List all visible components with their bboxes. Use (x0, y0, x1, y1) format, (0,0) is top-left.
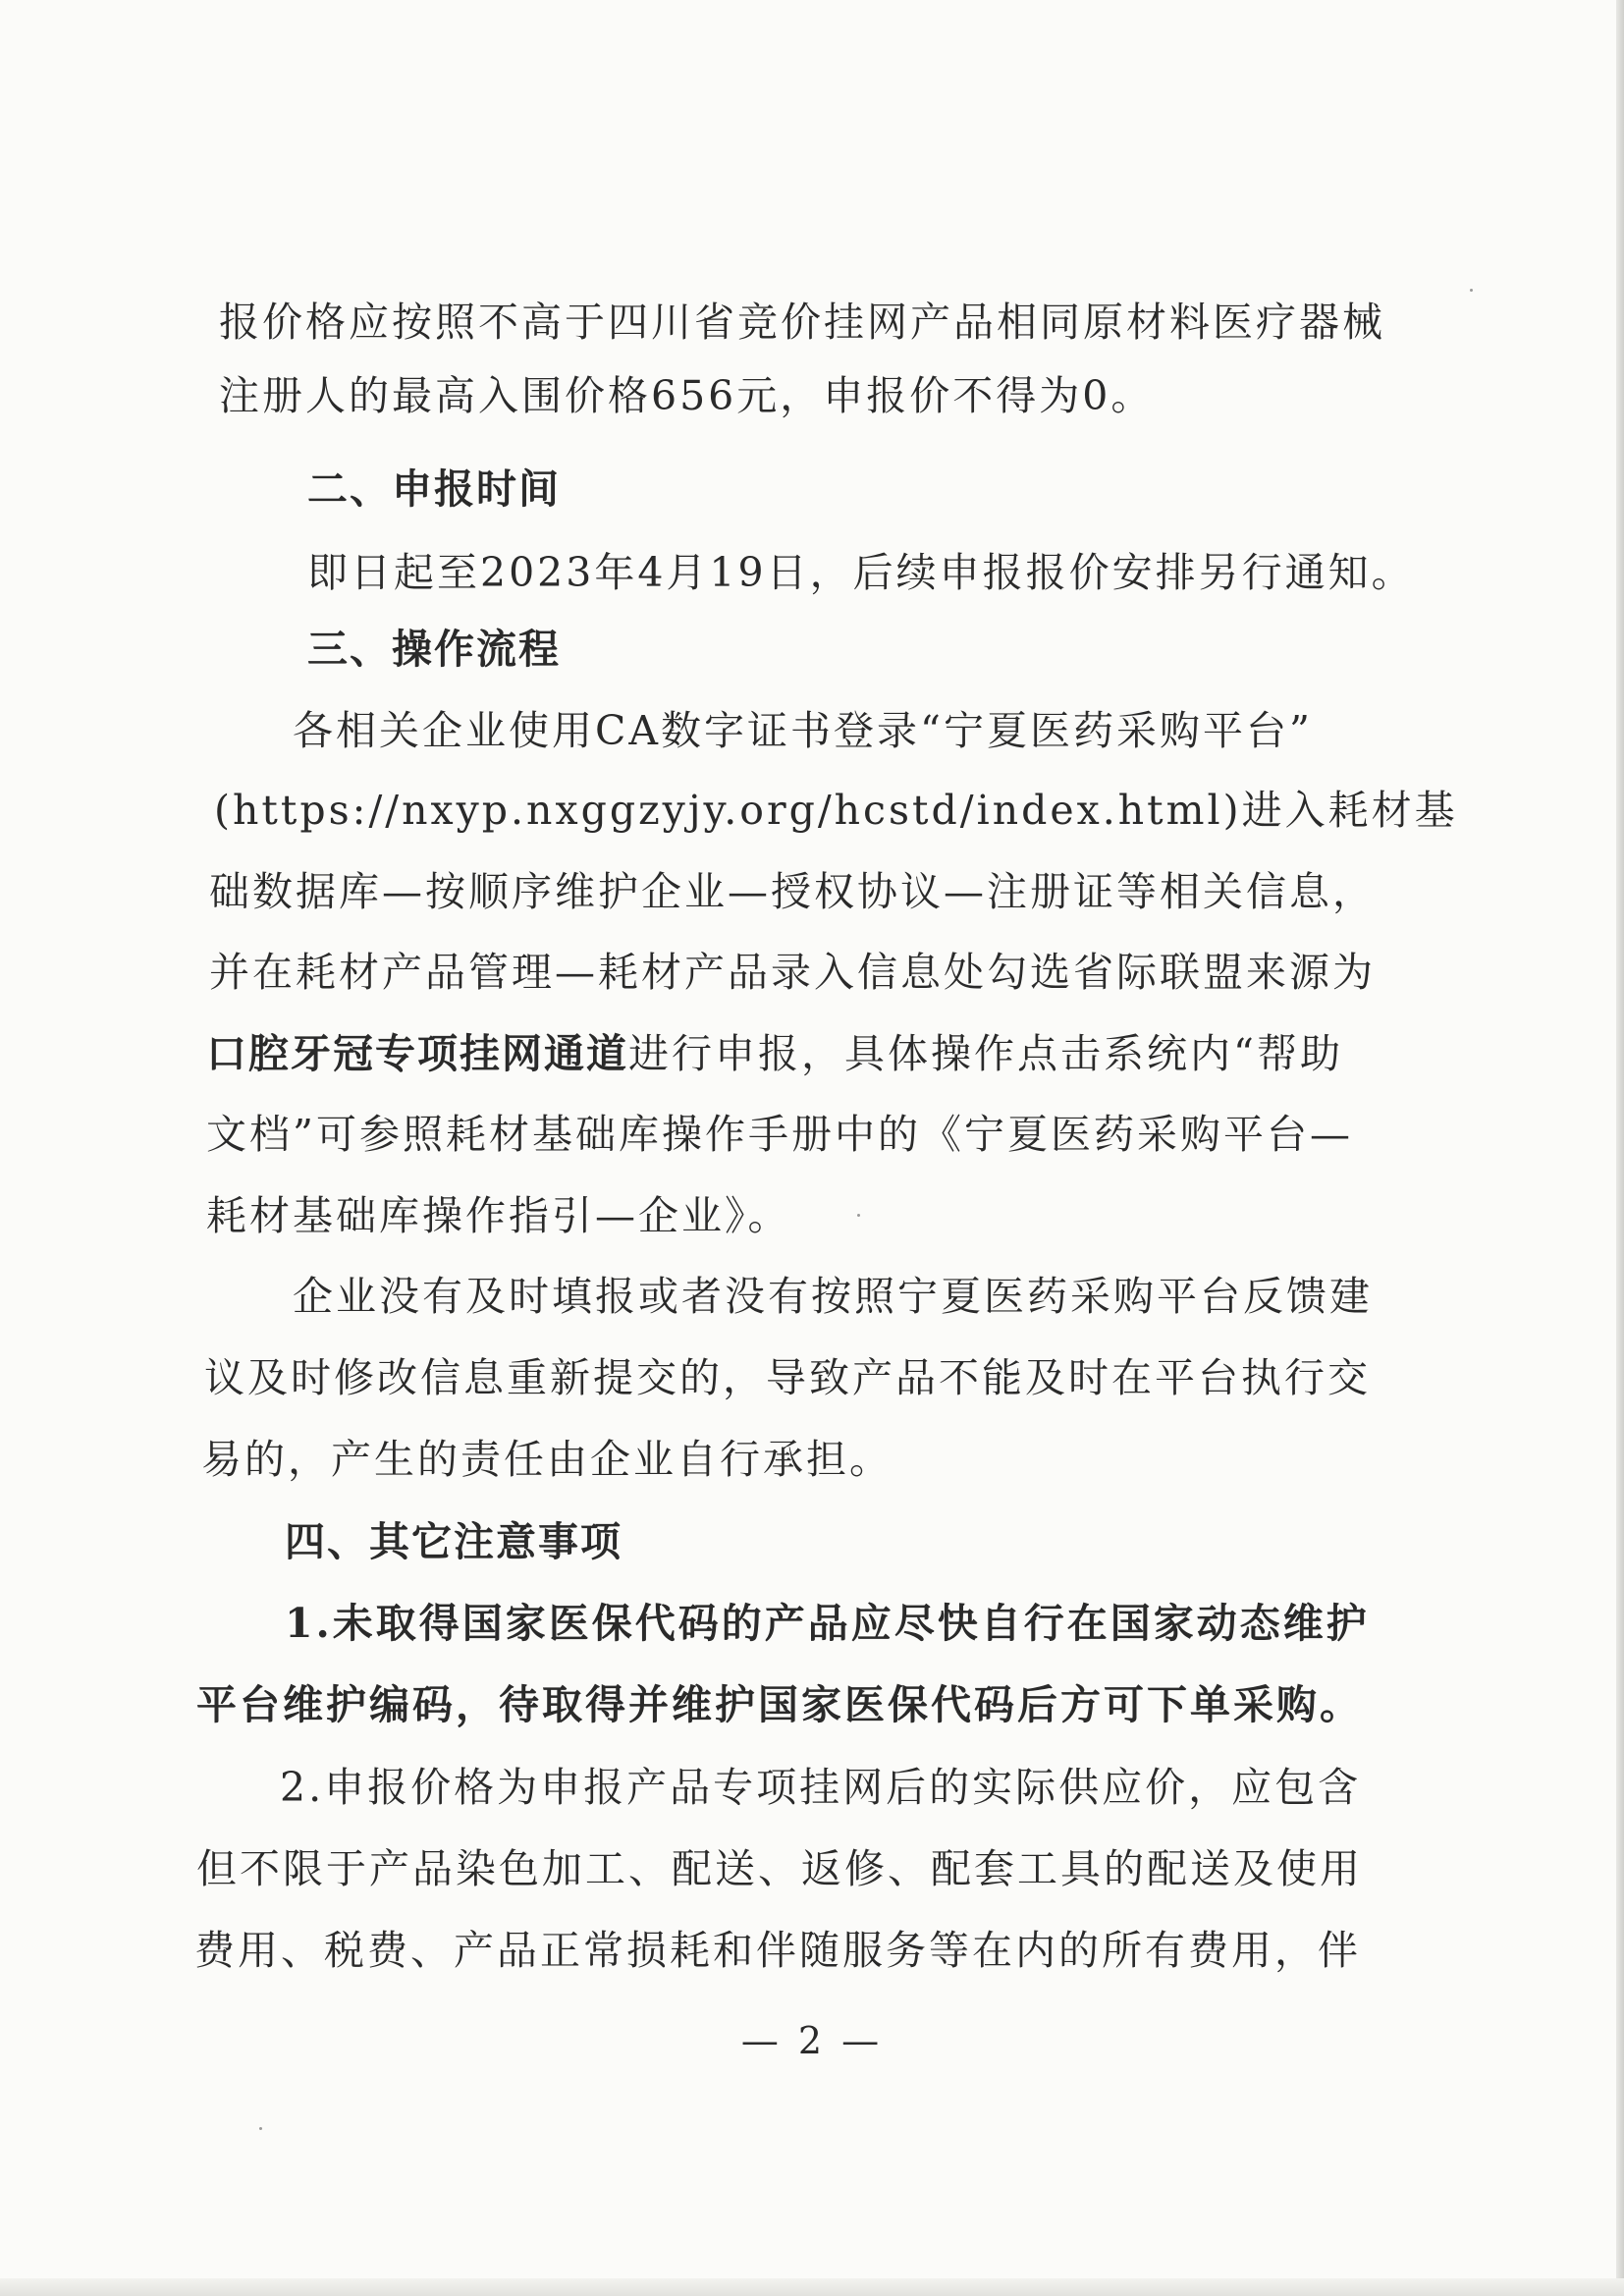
body-line-rest: 进行申报，具体操作点击系统内“帮助 (628, 1030, 1343, 1077)
notice-item-2: 2.申报价格为申报产品专项挂网后的实际供应价，应包含 (280, 1764, 1362, 1811)
body-line: 耗材基础库操作指引—企业》。 (206, 1192, 791, 1239)
body-line: 文档”可参照耗材基础库操作手册中的《宁夏医药采购平台— (206, 1111, 1353, 1158)
body-line: 但不限于产品染色加工、配送、返修、配套工具的配送及使用 (196, 1845, 1363, 1892)
body-line: 即日起至2023年4月19日，后续申报报价安排另行通知。 (307, 549, 1415, 596)
page-number: — 2 — (740, 2019, 884, 2062)
body-line: 报价格应按照不高于四川省竞价挂网产品相同原材料医疗器械 (219, 299, 1385, 346)
body-line-mixed (206, 1026, 1343, 1081)
notice-item-1: 1.未取得国家医保代码的产品应尽快自行在国家动态维护 (285, 1600, 1370, 1647)
body-line: 并在耗材产品管理—耗材产品录入信息处勾选省际联盟来源为 (209, 949, 1376, 996)
body-line: 易的，产生的责任由企业自行承担。 (201, 1436, 893, 1483)
scan-speck (1470, 289, 1473, 292)
emphasis-channel-name: 口腔牙冠专项挂网通道 (206, 1030, 628, 1077)
scan-speck (857, 1214, 860, 1217)
body-line: 费用、税费、产品正常损耗和伴随服务等在内的所有费用，伴 (194, 1927, 1361, 1974)
notice-item-1-continued: 平台维护编码，待取得并维护国家医保代码后方可下单采购。 (196, 1681, 1363, 1728)
section-heading-operation-process: 三、操作流程 (307, 626, 561, 673)
body-line: 企业没有及时填报或者没有按照宁夏医药采购平台反馈建 (293, 1273, 1373, 1320)
body-line: 注册人的最高入围价格656元，申报价不得为0。 (219, 372, 1155, 419)
scan-edge-right (1616, 0, 1624, 2296)
body-line: 础数据库—按顺序维护企业—授权协议—注册证等相关信息， (209, 868, 1376, 915)
scan-edge-bottom (0, 2278, 1624, 2296)
body-line: 议及时修改信息重新提交的，导致产品不能及时在平台执行交 (204, 1354, 1371, 1401)
body-line-url: (https://nxyp.nxggzyjy.org/hcstd/index.html)进入耗材基 (214, 787, 1458, 834)
scan-speck (259, 2127, 262, 2130)
section-heading-declaration-time: 二、申报时间 (307, 465, 561, 513)
section-heading-other-notes: 四、其它注意事项 (285, 1518, 623, 1565)
body-line: 各相关企业使用CA数字证书登录“宁夏医药采购平台” (293, 707, 1313, 754)
